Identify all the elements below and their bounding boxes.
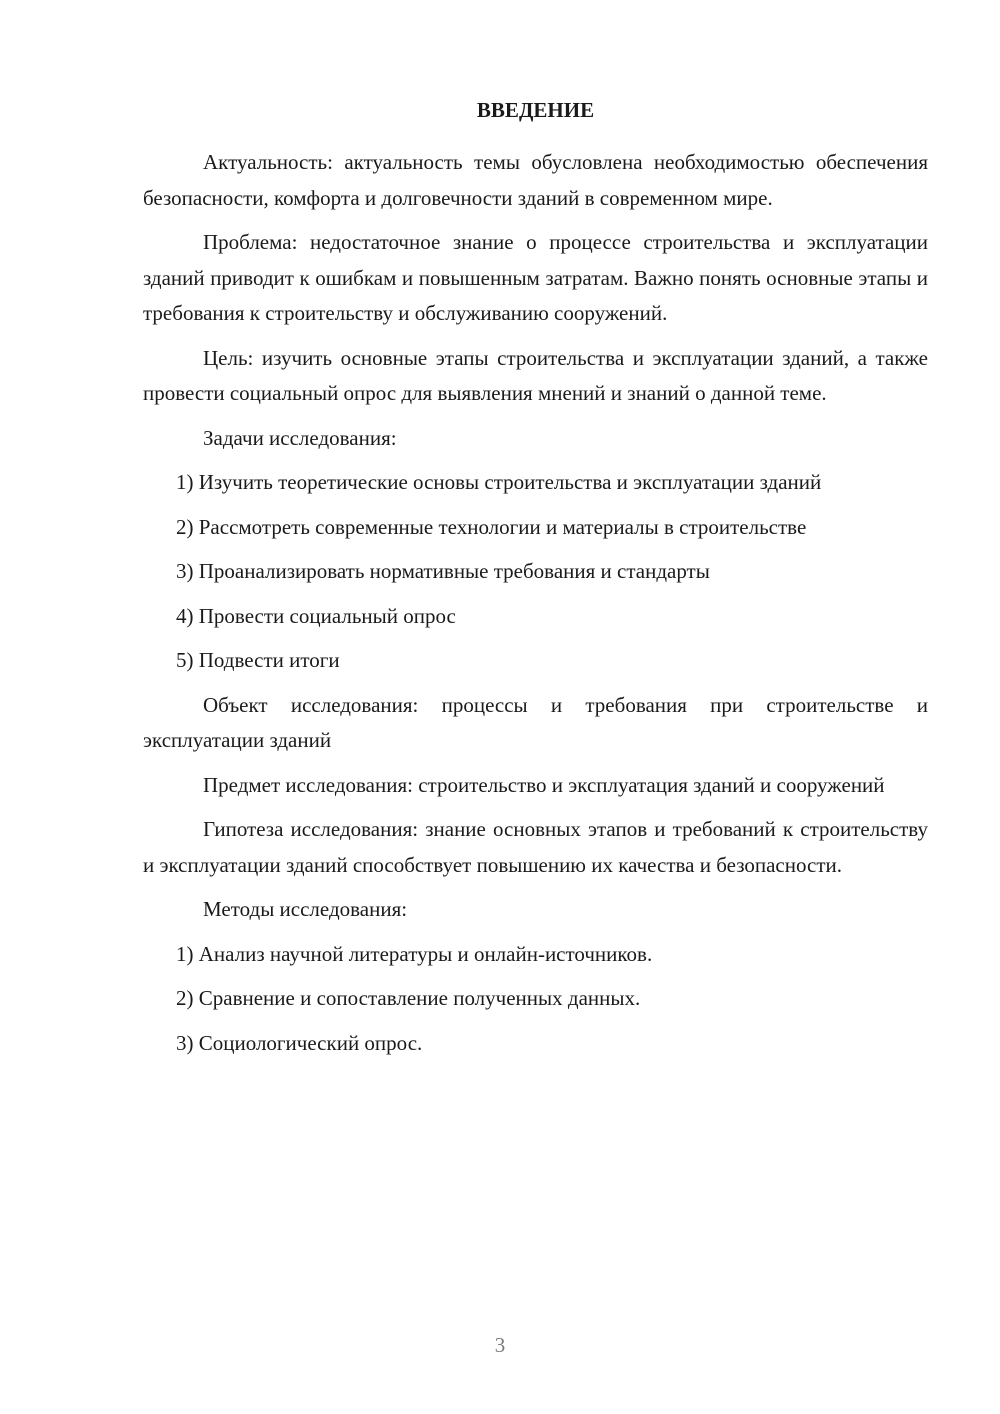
page-number: 3 xyxy=(494,1333,506,1357)
method-item-3: 3) Социологический опрос. xyxy=(176,1030,423,1055)
section-title: ВВЕДЕНИЕ xyxy=(476,98,595,122)
method-item-2: 2) Сравнение и сопоставление полученных данных. xyxy=(176,986,641,1010)
goal-paragraph: Цель: изучить основные этапы строительства и эксплуатации зданий, а также провести социальный опрос для выявления мнений и знаний о данной теме. xyxy=(143,345,928,405)
task-item-2: 2) Рассмотреть современные технологии и материалы в строительстве xyxy=(176,514,807,539)
problem-paragraph: Проблема: недостаточное знание о процессе строительства и эксплуатации зданий приводит к ошибкам и повышенным затратам. Важно понять основные этапы и требования к строительству и обслуживанию сооружений. xyxy=(143,230,928,325)
document-page xyxy=(143,95,928,1070)
hypothesis-paragraph: Гипотеза исследования: знание основных этапов и требований к строительству и эксплуатации зданий способствует повышению их качества и безопасности. xyxy=(143,817,928,877)
subject-paragraph: Предмет исследования: строительство и эксплуатация зданий и сооружений xyxy=(203,772,885,797)
relevance-paragraph: Актуальность: актуальность темы обусловлена необходимостью обеспечения безопасности, комфорта и долговечности зданий в современном мире. xyxy=(143,150,928,210)
methods-heading: Методы исследования: xyxy=(203,897,408,921)
method-item-1: 1) Анализ научной литературы и онлайн-источников. xyxy=(176,941,653,966)
object-paragraph: Объект исследования: процессы и требования при строительстве и эксплуатации зданий xyxy=(143,692,928,752)
task-item-4: 4) Провести социальный опрос xyxy=(176,603,456,628)
task-item-5: 5) Подвести итоги xyxy=(176,648,340,672)
task-item-1: 1) Изучить теоретические основы строительства и эксплуатации зданий xyxy=(176,470,822,494)
tasks-heading: Задачи исследования: xyxy=(203,425,397,450)
task-item-3: 3) Проанализировать нормативные требования и стандарты xyxy=(176,559,710,583)
